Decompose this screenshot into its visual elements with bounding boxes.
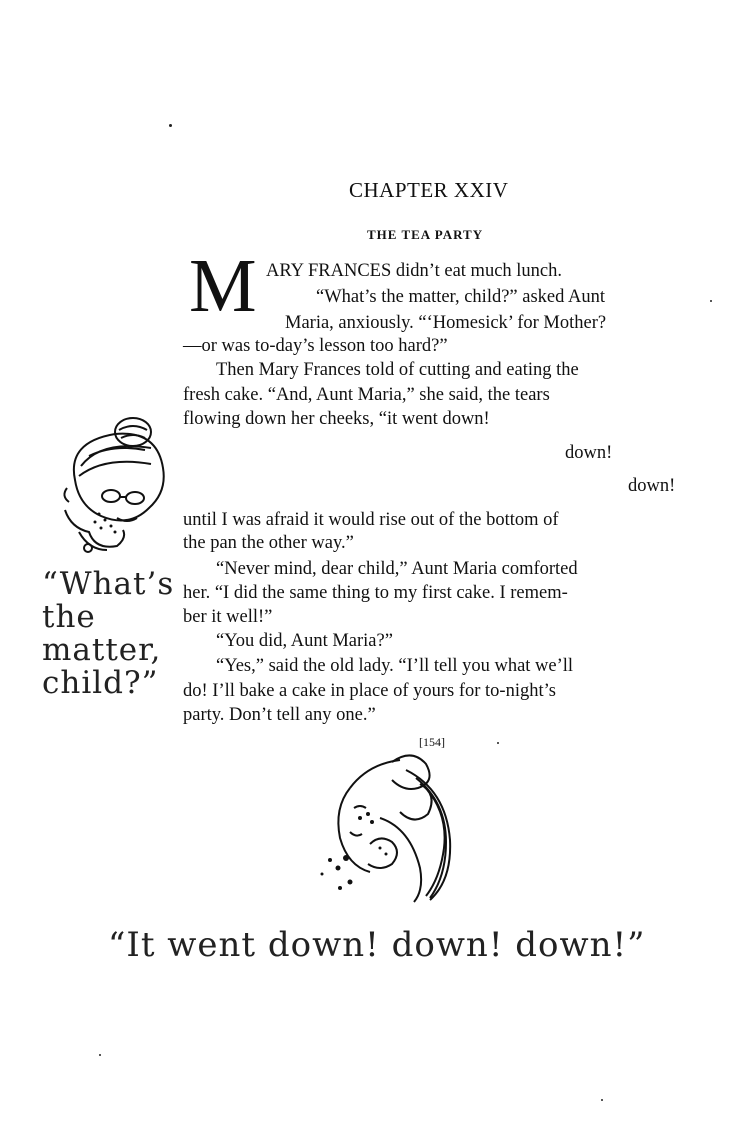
page-number: [154] [419,735,445,749]
text-line: “Never mind, dear child,” Aunt Maria comforted [216,559,578,579]
aunt-maria-illustration [55,410,180,560]
text-line: her. “I did the same thing to my first cake. I remem- [183,583,568,603]
text-line: “What’s the matter, child?” asked Aunt [316,287,605,307]
text-line: the pan the other way.” [183,533,354,553]
bottom-illustration-caption: “It went down! down! down!” [108,925,646,965]
text-line: party. Don’t tell any one.” [183,705,376,725]
text-line: until I was afraid it would rise out of the bottom of [183,510,559,530]
caption-line: the [42,599,96,635]
mary-frances-crying-illustration [310,748,480,908]
chapter-heading: CHAPTER XXIV [349,178,509,202]
text-line: Then Mary Frances told of cutting and eating the [216,360,579,380]
text-line: —or was to-day’s lesson too hard?” [183,336,448,356]
text-line: “You did, Aunt Maria?” [216,631,393,651]
text-line: down! [628,476,676,496]
text-line: down! [565,443,613,463]
speck [169,124,172,127]
text-line: ber it well!” [183,607,273,627]
caption-line: matter, [42,632,162,668]
speck [99,1054,101,1056]
text-line: flowing down her cheeks, “it went down! [183,409,490,429]
text-line: Maria, anxiously. “‘Homesick’ for Mother? [285,313,607,333]
text-line: fresh cake. “And, Aunt Maria,” she said, the tears [183,385,550,405]
speck [710,300,712,302]
text-line: “Yes,” said the old lady. “I’ll tell you what we’ll [216,656,574,676]
text-line: do! I’ll bake a cake in place of yours for to-night’s [183,681,556,701]
left-illustration-caption [42,568,174,700]
speck [497,742,499,744]
caption-line: child?” [42,665,159,701]
caption-line: “What’s [42,566,175,602]
drop-cap: M [189,244,257,328]
speck [601,1099,603,1101]
text-line: ARY FRANCES didn’t eat much lunch. [266,261,562,281]
chapter-title: THE TEA PARTY [367,227,484,242]
